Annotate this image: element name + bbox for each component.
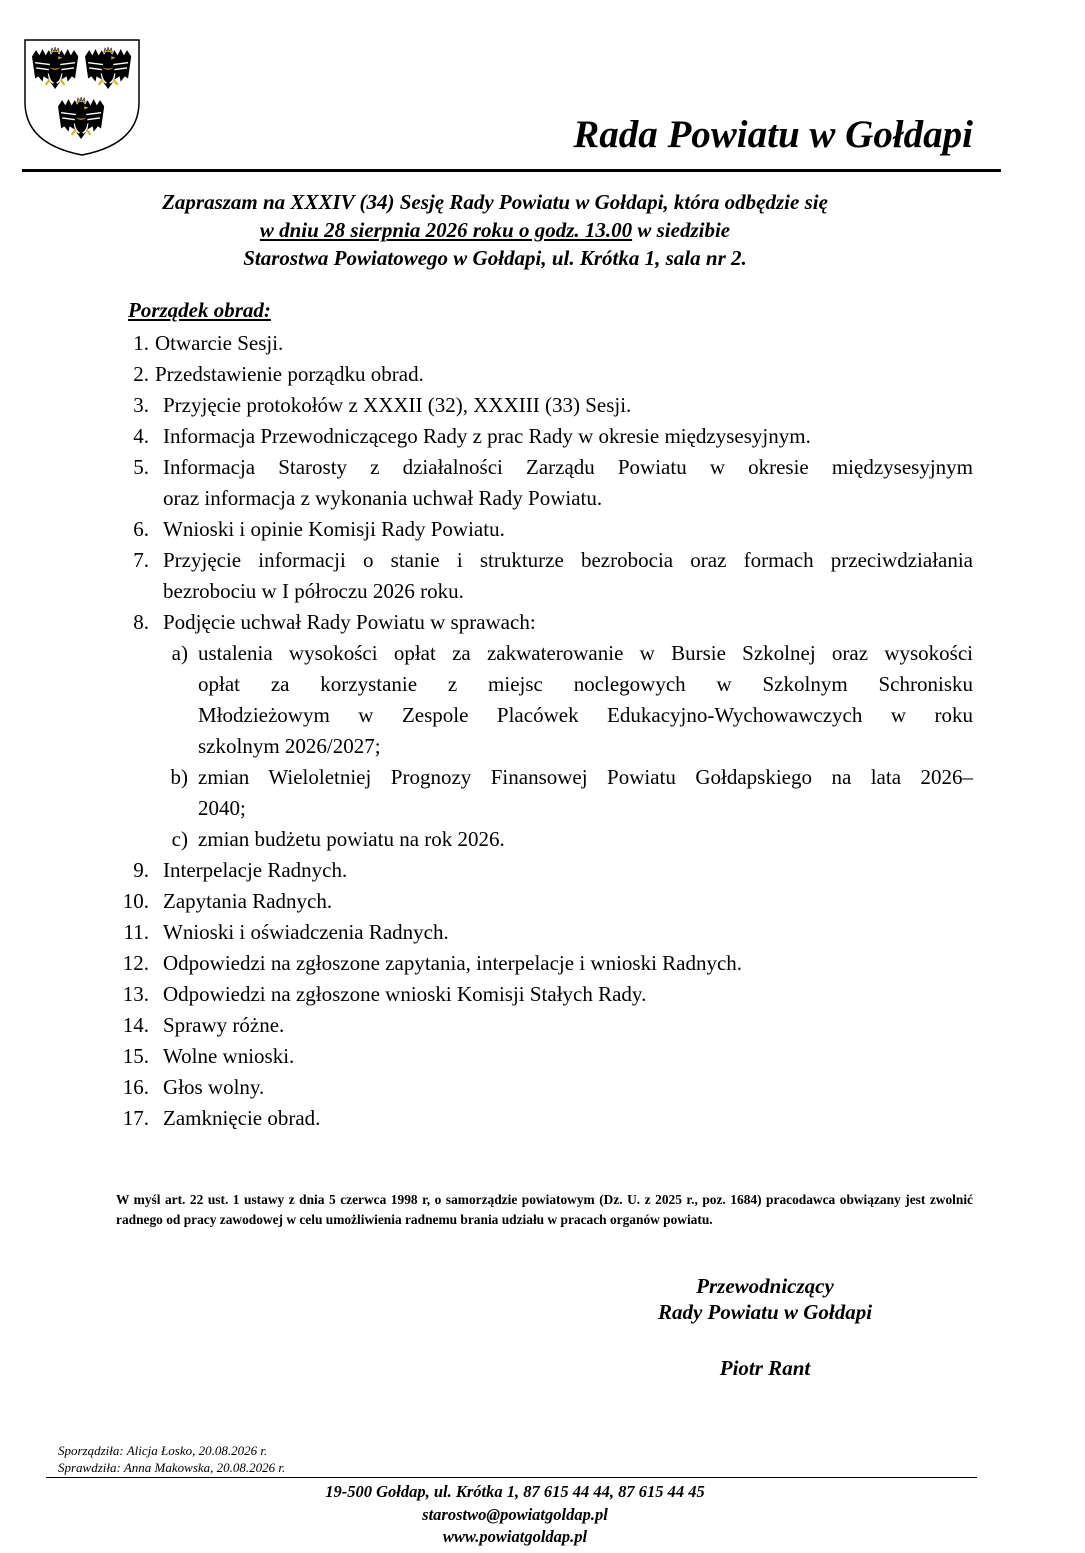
agenda-subitem-label: c) — [171, 827, 188, 851]
signature-role: Przewodniczący — [696, 1274, 834, 1298]
agenda-item-text: Wnioski i oświadczenia Radnych. — [163, 920, 449, 944]
agenda-subitem-line: Młodzieżowym w Zespole Placówek Edukacyjno-Wychowawczych w roku — [198, 703, 973, 727]
agenda-item-text: Wolne wnioski. — [163, 1044, 295, 1068]
agenda-item-number: 2. — [133, 362, 149, 386]
agenda-item-number: 6. — [133, 517, 149, 541]
agenda-item-text: Głos wolny. — [163, 1075, 265, 1099]
footer-divider — [46, 1477, 977, 1478]
agenda-item-text: Podjęcie uchwał Rady Powiatu w sprawach: — [163, 610, 536, 634]
agenda-item-number: 3. — [133, 393, 149, 417]
agenda-subitem-line: 2040; — [198, 796, 246, 820]
agenda-subitem-label: b) — [170, 765, 188, 789]
invitation-venue-start: w siedzibie — [632, 218, 731, 242]
agenda-item-text-line-1: Przyjęcie informacji o stanie i strukturze bezrobocia oraz formach przeciwdziałania — [163, 548, 973, 572]
agenda-item-text: Interpelacje Radnych. — [163, 858, 348, 882]
footer-website: www.powiatgoldap.pl — [442, 1527, 588, 1546]
agenda-subitem-line: zmian budżetu powiatu na rok 2026. — [198, 827, 505, 851]
agenda-item-text: Informacja Przewodniczącego Rady z prac Rady w okresie międzysesyjnym. — [163, 424, 811, 448]
agenda-item-number: 1. — [133, 331, 149, 355]
legal-note: W myśl art. 22 ust. 1 ustawy z dnia 5 czerwca 1998 r, o samorządzie powiatowym (Dz. U. z 2025 r., poz. 1684) pracodawca obwiązany jest zwolnić radnego od pracy zawodowej w celu umożliwienia radnemu brania udziału w pracach organów powiatu. — [116, 1192, 973, 1227]
agenda-item-text: Odpowiedzi na zgłoszone zapytania, interpelacje i wnioski Radnych. — [163, 951, 743, 975]
agenda-item-text: Wnioski i opinie Komisji Rady Powiatu. — [163, 517, 505, 541]
invitation-line-1: Zapraszam na XXXIV (34) Sesję Rady Powiatu w Gołdapi, która odbędzie się — [162, 190, 828, 214]
agenda-subitem-line: szkolnym 2026/2027; — [198, 734, 381, 758]
invitation-line-3: Starostwa Powiatowego w Gołdapi, ul. Krótka 1, sala nr 2. — [243, 246, 747, 270]
agenda-item-number: 5. — [133, 455, 149, 479]
agenda-item-text: Zapytania Radnych. — [163, 889, 333, 913]
agenda-subitem-line: ustalenia wysokości opłat za zakwaterowanie w Bursie Szkolnej oraz wysokości — [198, 641, 973, 665]
agenda-item-number: 13. — [122, 982, 149, 1006]
signature-name: Piotr Rant — [719, 1356, 811, 1380]
agenda-item-number: 10. — [122, 889, 149, 913]
agenda-item-number: 17. — [122, 1106, 149, 1130]
agenda-item-number: 8. — [133, 610, 149, 634]
agenda-item-text-line-2: bezrobociu w I półroczu 2026 roku. — [163, 579, 464, 603]
agenda-item-text-line-2: oraz informacja z wykonania uchwał Rady Powiatu. — [163, 486, 603, 510]
agenda-subitem-line: opłat za korzystanie z miejsc noclegowych w Szkolnym Schronisku — [198, 672, 973, 696]
council-title: Rada Powiatu w Gołdapi — [573, 113, 973, 156]
agenda-item-number: 16. — [122, 1075, 149, 1099]
agenda-item-number: 4. — [133, 424, 149, 448]
footer-email: starostwo@powiatgoldap.pl — [422, 1505, 608, 1524]
agenda-item-text: Sprawy różne. — [163, 1013, 285, 1037]
invitation-date-time: w dniu 28 sierpnia 2026 roku o godz. 13.00 — [259, 218, 633, 242]
agenda-item-number: 14. — [122, 1013, 149, 1037]
prepared-by: Sporządziła: Alicja Łosko, 20.08.2026 r. — [58, 1443, 268, 1458]
agenda-title: Porządek obrad: — [128, 298, 271, 322]
agenda-item-number: 15. — [122, 1044, 149, 1068]
footer-address: 19-500 Gołdap, ul. Krótka 1, 87 615 44 44, 87 615 44 45 — [325, 1482, 705, 1501]
agenda-item-text-line-1: Informacja Starosty z działalności Zarządu Powiatu w okresie międzysesyjnym — [163, 455, 973, 479]
coat-of-arms-eagles-icon — [22, 36, 142, 158]
agenda-item-text: Otwarcie Sesji. — [155, 331, 284, 355]
agenda-item-number: 9. — [133, 858, 149, 882]
agenda-item-text: Przedstawienie porządku obrad. — [155, 362, 424, 386]
agenda-subitem-label: a) — [171, 641, 188, 665]
signature-body: Rady Powiatu w Gołdapi — [657, 1300, 873, 1324]
invitation-line-2 — [0, 218, 990, 243]
checked-by: Sprawdziła: Anna Makowska, 20.08.2026 r. — [58, 1460, 286, 1475]
agenda-item-number: 7. — [133, 548, 149, 572]
agenda-subitem-line: zmian Wieloletniej Prognozy Finansowej Powiatu Gołdapskiego na lata 2026– — [198, 765, 973, 789]
agenda-item-text: Odpowiedzi na zgłoszone wnioski Komisji Stałych Rady. — [163, 982, 647, 1006]
agenda-item-text: Zamknięcie obrad. — [163, 1106, 321, 1130]
agenda-item-number: 11. — [123, 920, 149, 944]
agenda-item-text: Przyjęcie protokołów z XXXII (32), XXXIII (33) Sesji. — [163, 393, 632, 417]
header-divider — [22, 169, 1001, 172]
agenda-item-number: 12. — [122, 951, 149, 975]
